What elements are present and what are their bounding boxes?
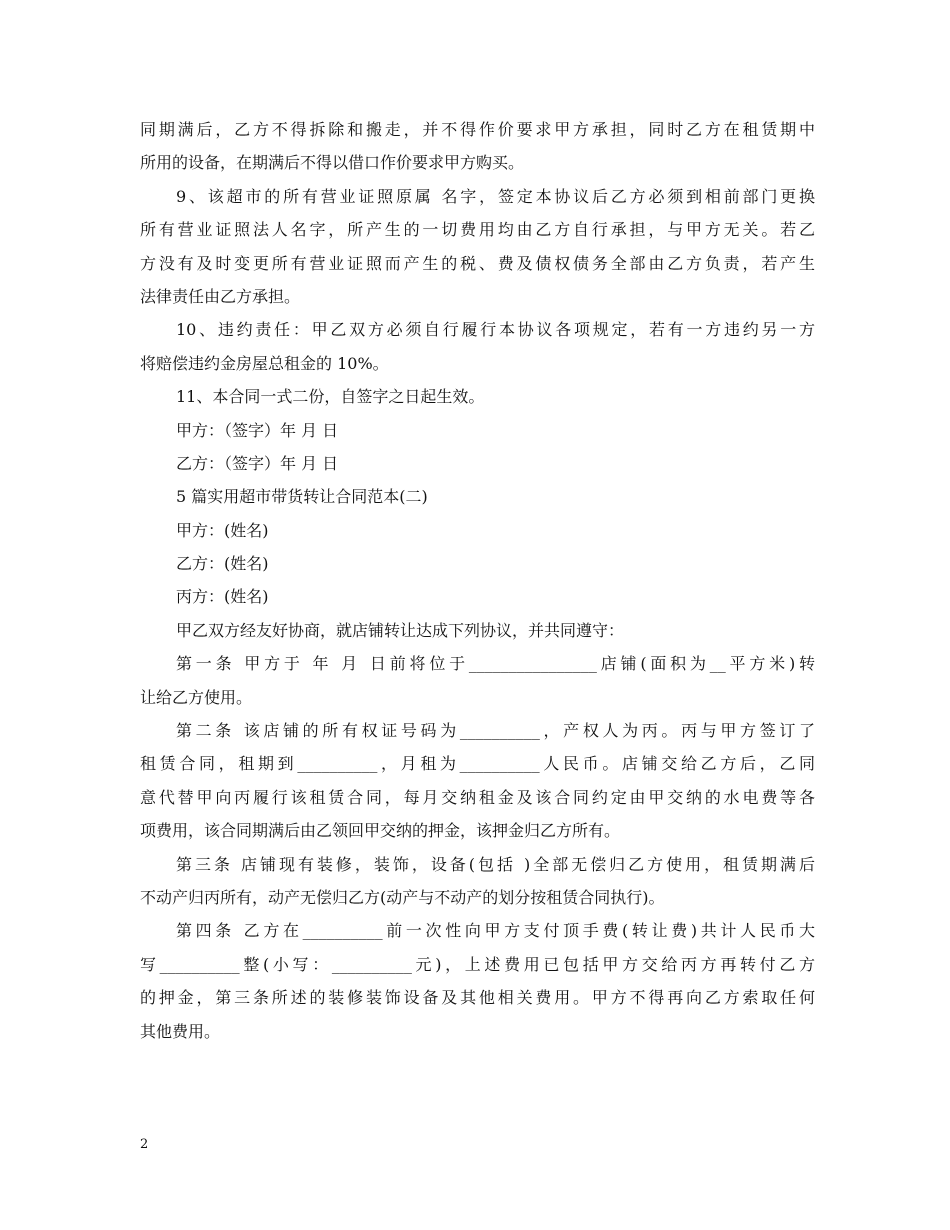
text-line: 方没有及时变更所有营业证照而产生的税、费及债权债务全部由乙方负责，若产生 <box>140 253 815 273</box>
text-line: 乙方：(姓名) <box>176 554 269 574</box>
text-line: 写__________整(小写：__________元)，上述费用已包括甲方交给丙方再转付乙方 <box>140 954 815 974</box>
text-line: 不动产归丙所有，动产无偿归乙方(动产与不动产的划分按租赁合同执行)。 <box>140 887 665 907</box>
text-line: 让给乙方使用。 <box>140 687 253 707</box>
text-line: 所有营业证照法人名字，所产生的一切费用均由乙方自行承担，与甲方无关。若乙 <box>140 220 815 240</box>
text-line: 9、该超市的所有营业证照原属 名字，签定本协议后乙方必须到相前部门更换 <box>176 186 815 206</box>
text-line: 甲方：（签字）年 月 日 <box>176 420 339 440</box>
text-line: 乙方：（签字）年 月 日 <box>176 453 339 473</box>
text-line: 所用的设备，在期满后不得以借口作价要求甲方购买。 <box>140 153 525 173</box>
text-line: 第三条 店铺现有装修，装饰，设备(包括 )全部无偿归乙方使用，租赁期满后 <box>176 854 815 874</box>
page-number: 2 <box>140 1137 149 1152</box>
text-line: 项费用，该合同期满后由乙领回甲交纳的押金，该押金归乙方所有。 <box>140 821 621 841</box>
text-line: 第二条 该店铺的所有权证号码为__________，产权人为丙。丙与甲方签订了 <box>176 721 815 741</box>
text-line: 甲乙双方经友好协商，就店铺转让达成下列协议，并共同遵守： <box>176 620 625 640</box>
text-line: 甲方：(姓名) <box>176 520 269 540</box>
text-line: 第四条 乙方在__________前一次性向甲方支付顶手费(转让费)共计人民币大 <box>176 921 815 941</box>
text-line: 同期满后，乙方不得拆除和搬走，并不得作价要求甲方承担，同时乙方在租赁期中 <box>140 120 815 139</box>
contract-body <box>140 113 815 1048</box>
text-line: 10、违约责任：甲乙双方必须自行履行本协议各项规定，若有一方违约另一方 <box>176 320 815 340</box>
text-line: 法律责任由乙方承担。 <box>140 286 301 306</box>
text-line: 丙方：(姓名) <box>176 587 269 607</box>
text-line: 的押金，第三条所述的装修装饰设备及其他相关费用。甲方不得再向乙方索取任何 <box>140 988 815 1008</box>
text-line: 意代替甲向丙履行该租赁合同，每月交纳租金及该合同约定由甲交纳的水电费等各 <box>140 787 815 807</box>
text-line: 租赁合同，租期到__________，月租为__________人民币。店铺交给乙方后，乙同 <box>140 754 815 774</box>
text-line: 其他费用。 <box>140 1021 221 1041</box>
text-line: 第一条 甲方于 年 月 日前将位于________________店铺(面积为__平方米)转 <box>176 654 815 674</box>
text-line: 5 篇实用超市带货转让合同范本(二) <box>176 487 428 507</box>
text-line: 11、本合同一式二份，自签字之日起生效。 <box>176 387 485 407</box>
text-line: 将赔偿违约金房屋总租金的 10%。 <box>140 353 389 373</box>
